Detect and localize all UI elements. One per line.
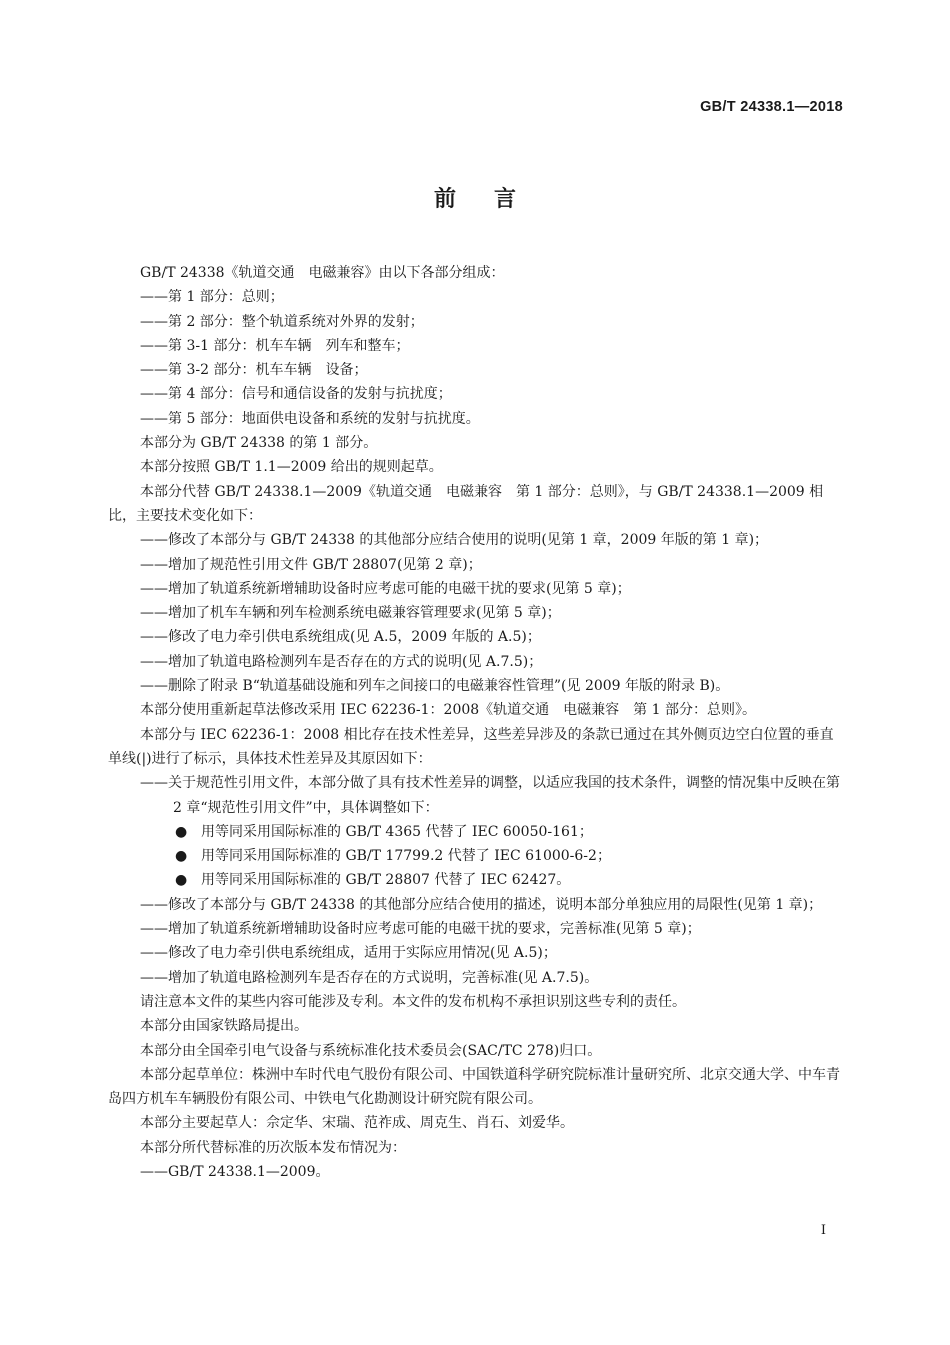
paragraph: 本部分起草单位：株洲中车时代电气股份有限公司、中国铁道科学研究院标准计量研究所、北京交通大学、中车青岛四方机车车辆股份有限公司、中铁电气化勘测设计研究院有限公司。 <box>108 1066 840 1108</box>
list-item: ——增加了轨道电路检测列车是否存在的方式说明，完善标准(见 A.7.5)。 <box>140 969 599 986</box>
page-number: I <box>820 1223 826 1238</box>
paragraph: 请注意本文件的某些内容可能涉及专利。本文件的发布机构不承担识别这些专利的责任。 <box>140 993 686 1010</box>
list-item: ——修改了电力牵引供电系统组成(见 A.5，2009 年版的 A.5)； <box>140 629 541 646</box>
list-item: ——增加了轨道系统新增辅助设备时应考虑可能的电磁干扰的要求(见第 5 章)； <box>140 580 631 597</box>
paragraph: GB/T 24338《轨道交通 电磁兼容》由以下各部分组成： <box>140 265 505 281</box>
list-item: ——修改了本部分与 GB/T 24338 的其他部分应结合使用的描述，说明本部分单独应用的局限性(见第 1 章)； <box>140 896 823 913</box>
list-item: ——修改了电力牵引供电系统组成，适用于实际应用情况(见 A.5)； <box>140 945 557 962</box>
list-item: ——修改了本部分与 GB/T 24338 的其他部分应结合使用的说明(见第 1 章，2009 年版的第 1 章)； <box>140 532 769 549</box>
list-item: ——第 3-1 部分：机车车辆 列车和整车； <box>140 337 410 354</box>
list-item: ——增加了轨道系统新增辅助设备时应考虑可能的电磁干扰的要求，完善标准(见第 5 章)； <box>140 921 701 938</box>
bullet-text: 用等同采用国际标准的 GB/T 4365 代替了 IEC 60050-161； <box>201 823 593 840</box>
bullet-item <box>108 844 843 868</box>
list-item: ——第 4 部分：信号和通信设备的发射与抗扰度； <box>140 386 452 403</box>
standard-number: GB/T 24338.1—2018 <box>700 99 843 115</box>
paragraph: 本部分由全国牵引电气设备与系统标准化技术委员会(SAC/TC 278)归口。 <box>140 1042 602 1059</box>
paragraph: 本部分为 GB/T 24338 的第 1 部分。 <box>140 435 378 452</box>
paragraph: 本部分使用重新起草法修改采用 IEC 62236-1：2008《轨道交通 电磁兼容 第 1 部分：总则》。 <box>140 702 756 719</box>
paragraph: 本部分与 IEC 62236-1：2008 相比存在技术性差异，这些差异涉及的条款已通过在其外侧页边空白位置的垂直单线(|)进行了标示，具体技术性差异及其原因如下： <box>108 726 834 767</box>
paragraph: 本部分代替 GB/T 24338.1—2009《轨道交通 电磁兼容 第 1 部分：总则》，与 GB/T 24338.1—2009 相比，主要技术变化如下： <box>108 483 824 524</box>
bullet-icon: ● <box>175 872 188 889</box>
list-item: ——增加了机车车辆和列车检测系统电磁兼容管理要求(见第 5 章)； <box>140 605 561 622</box>
paragraph: 本部分由国家铁路局提出。 <box>140 1018 308 1035</box>
list-item: ——GB/T 24338.1—2009。 <box>140 1163 330 1180</box>
list-item: ——增加了规范性引用文件 GB/T 28807(见第 2 章)； <box>140 556 482 573</box>
bullet-text: 用等同采用国际标准的 GB/T 17799.2 代替了 IEC 61000-6-2； <box>201 848 611 865</box>
page-title: 前言 <box>433 187 554 212</box>
bullet-icon: ● <box>175 848 188 865</box>
bullet-item <box>108 820 843 844</box>
paragraph: 本部分主要起草人：佘定华、宋瑞、范祚成、周克生、肖石、刘爱华。 <box>140 1115 574 1132</box>
list-item: ——删除了附录 B“轨道基础设施和列车之间接口的电磁兼容性管理”(见 2009 年版的附录 B)。 <box>140 678 730 695</box>
list-item: ——关于规范性引用文件，本部分做了具有技术性差异的调整，以适应我国的技术条件，调整的情况集中反映在第 2 章“规范性引用文件”中，具体调整如下： <box>140 775 840 816</box>
list-item: ——第 2 部分：整个轨道系统对外界的发射； <box>140 313 424 330</box>
list-item: ——增加了轨道电路检测列车是否存在的方式的说明(见 A.7.5)； <box>140 653 543 670</box>
paragraph: 本部分所代替标准的历次版本发布情况为： <box>140 1139 406 1156</box>
list-item: ——第 5 部分：地面供电设备和系统的发射与抗扰度。 <box>140 410 480 427</box>
list-item: ——第 1 部分：总则； <box>140 289 284 306</box>
document-body <box>108 261 843 1184</box>
bullet-text: 用等同采用国际标准的 GB/T 28807 代替了 IEC 62427。 <box>201 872 571 889</box>
list-item: ——第 3-2 部分：机车车辆 设备； <box>140 362 368 379</box>
bullet-item <box>108 868 843 892</box>
bullet-icon: ● <box>175 823 188 840</box>
paragraph: 本部分按照 GB/T 1.1—2009 给出的规则起草。 <box>140 459 443 476</box>
